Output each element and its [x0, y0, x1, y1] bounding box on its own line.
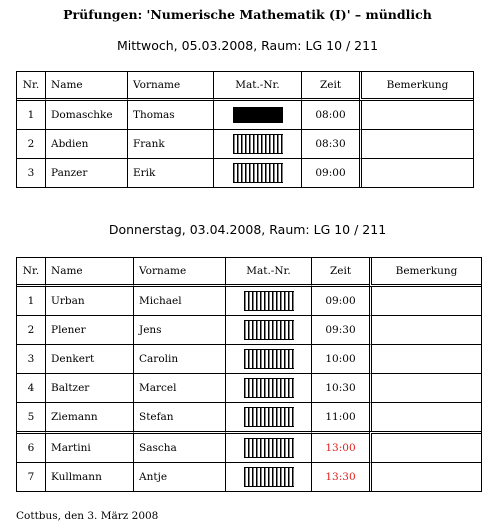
- col-header-vorname: Vorname: [133, 258, 225, 287]
- cell-matnr: [225, 287, 311, 315]
- session-2-heading: Donnerstag, 03.04.2008, Raum: LG 10 / 211: [108, 222, 387, 237]
- table-row: [17, 402, 481, 431]
- cell-zeit: 13:00: [311, 431, 369, 462]
- table-row: [17, 315, 481, 344]
- cell-zeit: 08:00: [301, 101, 359, 129]
- cell-zeit: 11:00: [311, 402, 369, 431]
- col-header-name: Name: [45, 258, 133, 287]
- document-title: Prüfungen: 'Numerische Mathematik (I)' – mündlich: [63, 7, 432, 22]
- cell-vorname: Frank: [127, 129, 213, 158]
- cell-vorname: Marcel: [133, 373, 225, 402]
- cell-bemerkung: [369, 373, 481, 402]
- cell-name: Ziemann: [45, 402, 133, 431]
- cell-bemerkung: [369, 431, 481, 462]
- cell-bemerkung: [369, 287, 481, 315]
- table-header-row: [17, 72, 473, 101]
- cell-nr: 3: [17, 158, 45, 187]
- cell-zeit: 13:30: [311, 462, 369, 491]
- cell-bemerkung: [369, 344, 481, 373]
- col-header-vorname: Vorname: [127, 72, 213, 101]
- table-header-row: [17, 258, 481, 287]
- session-1-table: [16, 71, 474, 188]
- cell-matnr: [225, 462, 311, 491]
- redacted-matnr: [244, 407, 294, 427]
- cell-vorname: Sascha: [133, 431, 225, 462]
- cell-bemerkung: [359, 129, 473, 158]
- cell-vorname: Stefan: [133, 402, 225, 431]
- table-row: [17, 431, 481, 462]
- cell-zeit: 10:30: [311, 373, 369, 402]
- col-header-nr: Nr.: [17, 72, 45, 101]
- cell-name: Panzer: [45, 158, 127, 187]
- redacted-matnr: [244, 378, 294, 398]
- cell-name: Domaschke: [45, 101, 127, 129]
- cell-matnr: [213, 101, 301, 129]
- redacted-matnr: [233, 107, 283, 123]
- cell-nr: 2: [17, 315, 45, 344]
- redacted-matnr: [244, 467, 294, 487]
- table-row: [17, 129, 473, 158]
- col-header-matnr: Mat.-Nr.: [225, 258, 311, 287]
- cell-bemerkung: [369, 462, 481, 491]
- cell-zeit: 08:30: [301, 129, 359, 158]
- cell-nr: 3: [17, 344, 45, 373]
- cell-zeit: 09:00: [301, 158, 359, 187]
- cell-bemerkung: [359, 101, 473, 129]
- cell-zeit: 10:00: [311, 344, 369, 373]
- table-row: [17, 373, 481, 402]
- cell-nr: 4: [17, 373, 45, 402]
- redacted-matnr: [244, 349, 294, 369]
- col-header-nr: Nr.: [17, 258, 45, 287]
- cell-matnr: [213, 129, 301, 158]
- redacted-matnr: [244, 438, 294, 458]
- cell-matnr: [225, 402, 311, 431]
- cell-vorname: Erik: [127, 158, 213, 187]
- col-header-zeit: Zeit: [301, 72, 359, 101]
- cell-nr: 5: [17, 402, 45, 431]
- cell-vorname: Jens: [133, 315, 225, 344]
- cell-zeit: 09:00: [311, 287, 369, 315]
- cell-vorname: Michael: [133, 287, 225, 315]
- cell-matnr: [225, 431, 311, 462]
- cell-vorname: Antje: [133, 462, 225, 491]
- cell-name: Martini: [45, 431, 133, 462]
- cell-name: Urban: [45, 287, 133, 315]
- cell-zeit: 09:30: [311, 315, 369, 344]
- cell-bemerkung: [369, 315, 481, 344]
- redacted-matnr: [233, 163, 283, 183]
- footer-date-line: Cottbus, den 3. März 2008: [16, 510, 159, 522]
- session-1-heading: Mittwoch, 05.03.2008, Raum: LG 10 / 211: [116, 38, 379, 53]
- cell-nr: 7: [17, 462, 45, 491]
- table-row: [17, 287, 481, 315]
- cell-name: Denkert: [45, 344, 133, 373]
- session-2-table: [16, 257, 482, 492]
- cell-bemerkung: [359, 158, 473, 187]
- cell-matnr: [225, 373, 311, 402]
- cell-bemerkung: [369, 402, 481, 431]
- cell-vorname: Carolin: [133, 344, 225, 373]
- table-row: [17, 462, 481, 491]
- cell-name: Plener: [45, 315, 133, 344]
- col-header-bemerkung: Bemerkung: [369, 258, 481, 287]
- cell-name: Kullmann: [45, 462, 133, 491]
- cell-vorname: Thomas: [127, 101, 213, 129]
- table-row: [17, 101, 473, 129]
- redacted-matnr: [233, 134, 283, 154]
- cell-nr: 1: [27, 295, 35, 307]
- cell-matnr: [225, 315, 311, 344]
- table-row: [17, 158, 473, 187]
- col-header-name: Name: [45, 72, 127, 101]
- cell-name: Abdien: [45, 129, 127, 158]
- redacted-matnr: [244, 291, 294, 311]
- table-row: [17, 344, 481, 373]
- cell-nr: 2: [17, 129, 45, 158]
- cell-matnr: [213, 158, 301, 187]
- col-header-bemerkung: Bemerkung: [359, 72, 473, 101]
- cell-name: Baltzer: [45, 373, 133, 402]
- col-header-zeit: Zeit: [311, 258, 369, 287]
- cell-matnr: [225, 344, 311, 373]
- redacted-matnr: [244, 320, 294, 340]
- cell-nr: 1: [27, 109, 35, 121]
- col-header-matnr: Mat.-Nr.: [213, 72, 301, 101]
- cell-nr: 6: [17, 431, 45, 462]
